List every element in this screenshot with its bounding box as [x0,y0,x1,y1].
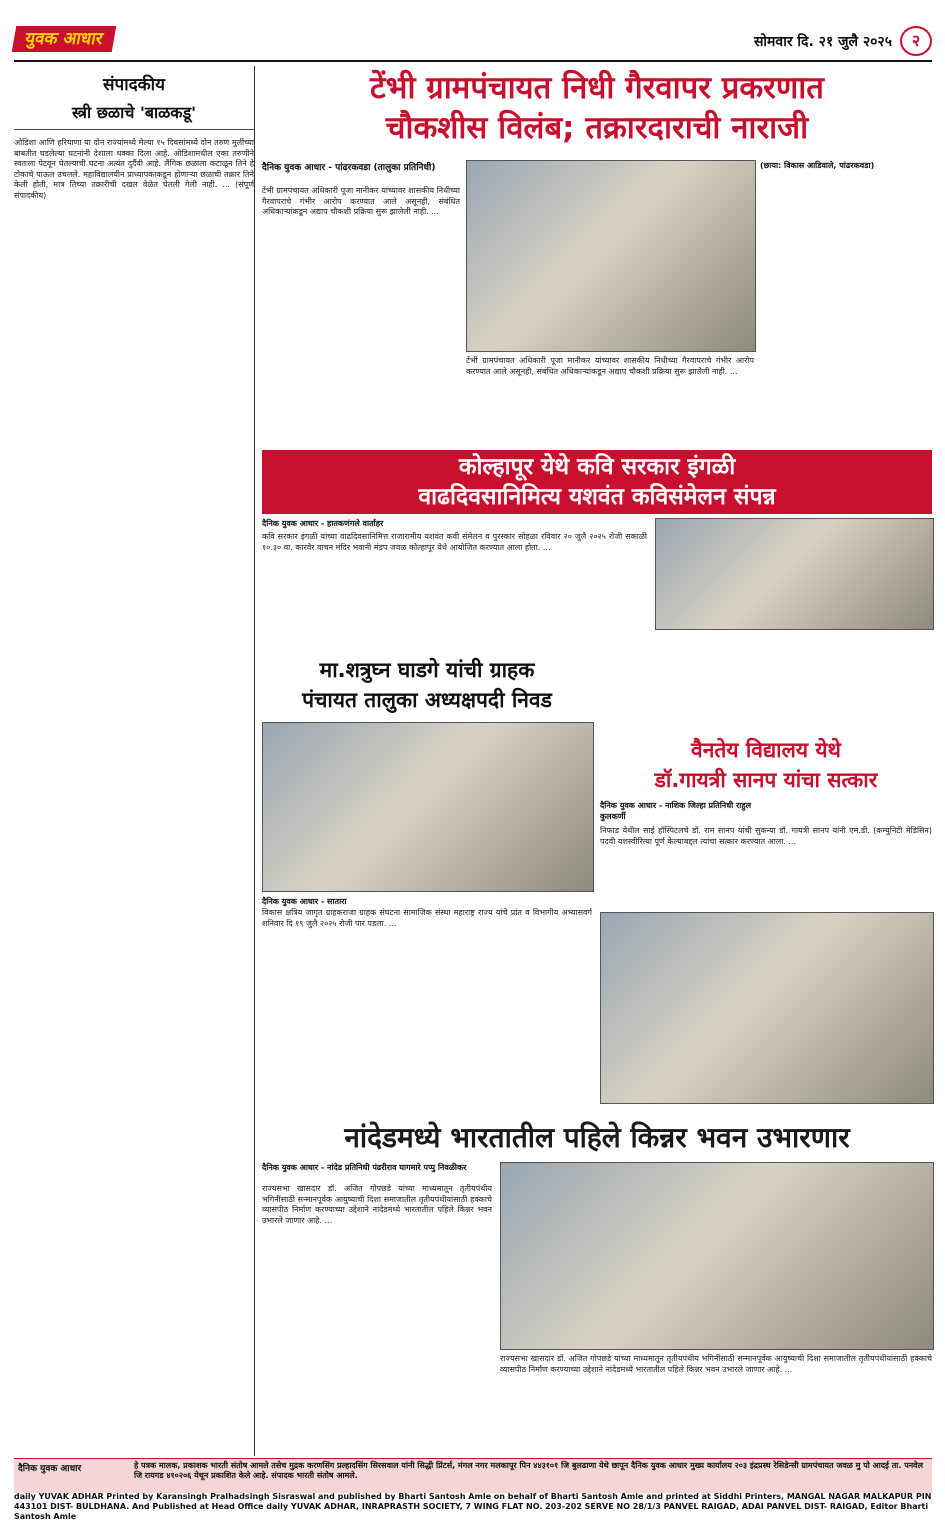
editorial-title: स्त्री छळाचे 'बाळकडू' [14,101,254,130]
article5-photo [500,1162,934,1350]
article1-headline-line1: टेंभी ग्रामपंचायत निधी गैरवापर प्रकरणात [370,70,824,106]
article1-photo [466,160,756,352]
article2-photo [655,518,934,630]
article1-side [760,160,932,440]
footer-bar [14,1458,932,1493]
newspaper-logo: युवक आधार [12,26,117,52]
article3-headline-line2: पंचायत तालुका अध्यक्षपदी निवड [302,688,552,712]
article5-headline: नांदेडमध्ये भारतातील पहिले किन्नर भवन उभारणार [344,1121,850,1154]
footer-note: हे पत्रक मालक, प्रकाशक भारती संतोष आमले तसेच मुद्रक करणसिंग प्रल्हादसिंग सिरसवाल यांनी सिद्धी प्रिंटर्स, मंगल नगर मलकापूर पिन ४४३१०१ जि बुलढाणा येथे छापून दैनिक युवक आधार मुख्य कार्यालय २०३ इंद्रप्रस्थ रेसिडेन्सी ग्रामपंचायत जवळ मु पो आदई ता. पनवेल जि रायगड ४१०२०६ येथून प्रकाशित केले आहे. संपादक भारती संतोष आमले. [134,1461,924,1480]
article4-body: निफाड येथील साई हॉस्पिटलचे डॉ. राम सानप यांची सुकन्या डॉ. गायत्री सानप यांनी एम.डी. (कम्युनिटी मेडिसिन) पदवी यशस्वीरित्या पूर्ण केल्याबद्दल त्यांचा सत्कार करण्यात आला. ... [600,826,932,846]
article1-headline-line2: चौकशीस विलंब; तक्रारदाराची नाराजी [385,110,809,146]
article3-byline: दैनिक युवक आधार - सातारा [262,897,347,906]
imprint: daily YUVAK ADHAR Printed by Karansingh Pralhadsingh Sisraswal and published by Bharti Santosh Amle on behalf of Bharti Santosh Amle and printed at Siddhi Printers, MANGAL NAGAR MALKAPUR PIN 443101 DIST- BULDHANA. And Published at Head Office daily YUVAK ADHAR, INRAPRASTH SOCIETY, 7 WING FLAT NO. 203-202 SERVE NO 28/1/3 PANVEL RAIGAD, ADAI PANVEL DIST- RAIGAD, Editor Bharti Santosh Amle [14,1492,932,1521]
article5-body-continued: राज्यसभा खासदार डॉ. अजित गोपछडे यांच्या माध्यमातून तृतीयपंथीय भगिनींसाठी सन्मानपूर्वक आयुष्याची दिशा समाजातील तृतीयपंथीयांसाठी हक्काचे व्यासपीठ निर्माण करण्याच्या उद्देशाने नांदेडमध्ये भारतातील पहिले किन्नर भवन उभारले जाणार आहे. ... [500,1354,932,1374]
article1-body: टेंभी ग्रामपंचायत अधिकारी पूजा मानीकर यांच्यावर शासकीय निधीच्या गैरवापराचे गंभीर आरोप करण्यात आले असूनही, संबंधित अधिकाऱ्यांकडून अद्याप चौकशी प्रक्रिया सुरू झालेली नाही. ... [262,186,460,216]
article2-headline-line1: कोल्हापूर येथे कवि सरकार इंगळी [458,454,736,480]
article2-headline-line2: वाढदिवसानिमित्य यशवंत कविसंमेलन संपन्न [418,484,776,510]
masthead [14,26,932,62]
article4-headline [600,735,932,795]
article1-caption: (छाया: विकास आडिवाले, पांढरकवडा) [760,161,875,170]
article2-banner [262,450,932,514]
article5-byline: दैनिक युवक आधार - नांदेड प्रतिनिधी पंढरीराव घागमारे पप्पु निवळीकर [262,1163,467,1172]
issue-date: सोमवार दि. २१ जुलै २०२५ [753,34,892,50]
article4-byline: दैनिक युवक आधार - नाशिक जिल्हा प्रतिनिधी राहुल कुलकर्णी [600,801,752,821]
article3-body: विकास क्षत्रिय जागृत ग्राहकराजा ग्राहक संघटना सामाजिक संस्था महाराष्ट्र राज्य यांचे प्रांत व विभागीय अभ्यासवर्ग शनिवार दि १९ जुलै २०२५ रोजी पार पडला. ... [262,908,592,928]
article4-headline-line2: डॉ.गायत्री सानप यांचा सत्कार [654,768,878,792]
article4-headline-line1: वैनतेय विद्यालय येथे [691,738,841,762]
article1-byline: दैनिक युवक आधार - पांढरकवडा (तालुका प्रतिनिधी) [262,163,436,173]
footer-label: दैनिक युवक आधार [18,1464,82,1474]
article3-photo [262,722,594,892]
article1-headline [262,68,932,148]
article3-headline [262,655,592,715]
article3-headline-line1: मा.शत्रुघ्न घाडगे यांची ग्राहक [319,658,535,682]
page-number: २ [900,26,932,56]
article4-photo [600,912,934,1104]
article5-body: राज्यसभा खासदार डॉ. अजित गोपछडे यांच्या माध्यमातून तृतीयपंथीय भगिनींसाठी सन्मानपूर्वक आयुष्याची दिशा समाजातील तृतीयपंथीयांसाठी हक्काचे व्यासपीठ निर्माण करण्याच्या उद्देशाने नांदेडमध्ये भारतातील पहिले किन्नर भवन उभारले जाणार आहे. ... [262,1184,492,1225]
editorial-column [14,66,255,1456]
editorial-section-title: संपादकीय [103,75,165,95]
article2-body: कवि सरकार इंगळी यांच्या वाढदिवसानिमित्त राजारामीय यशवंत कवी संमेलन व पुरस्कार सोहळा रविवार २० जुलै २०२५ रोजी सकाळी १०.३० वा. कारवेर वाचन मंदिर भवानी मंडप जवळ कोल्हापूर येथे आयोजित करण्यात आला होता. ... [262,532,647,552]
article2-byline: दैनिक युवक आधार - हातकणंगले वार्ताहर [262,519,384,528]
article1-body-continued: टेंभी ग्रामपंचायत अधिकारी पूजा मानीकर यांच्यावर शासकीय निधीच्या गैरवापराचे गंभीर आरोप करण्यात आले असूनही, संबंधित अधिकाऱ्यांकडून अद्याप चौकशी प्रक्रिया सुरू झालेली नाही. ... [466,356,754,376]
editorial-body: ओडिशा आणि हरियाणा या दोन राज्यांमध्ये मेल्या १५ दिवसांमध्ये दोन तरुण मुलींच्या बाबतीत घडलेल्या घटनांनी देशाला धक्का दिला आहे. ओडिशामधील एका तरुणीने स्वतःला पेटवून घेतल्याची घटना अत्यंत दुर्दैवी आहे. लैंगिक छळाला कंटाळून तिने हे टोकाचे पाऊल उचलले. महाविद्यालयीन प्राध्यापकाकडून होणाऱ्या छळाची तक्रार तिने केली होती, मात्र तिच्या तक्रारीची दखल वेळेत घेतली गेली नाही. ... (संपूर्ण संपादकीय) [14,138,254,200]
